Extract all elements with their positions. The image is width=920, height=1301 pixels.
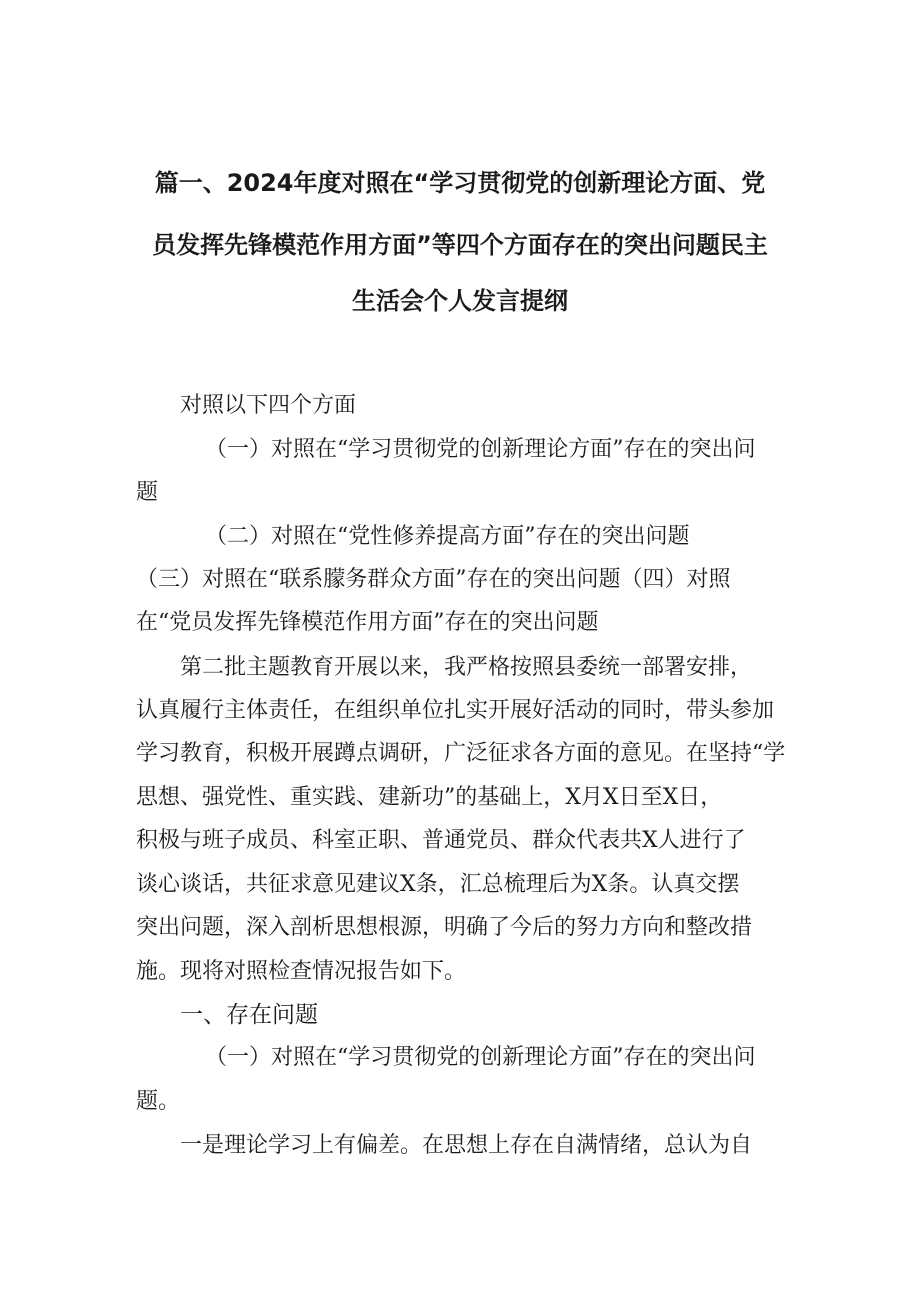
aspect-one-line-1: （一）对照在“学习贯彻党的创新理论方面”存在的突出问 [205, 437, 756, 462]
intro-paragraph-line-3: 学习教育，积极开展蹲点调研，广泛征求各方面的意见。在坚持“学 [136, 741, 786, 766]
intro-paragraph-line-1: 第二批主题教育开展以来，我严格按照县委统一部署安排， [180, 655, 753, 680]
aspect-three-four-line-2: 在“党员发挥先锋模范作用方面”存在的突出问题 [136, 610, 599, 635]
aspect-two-line: （二）对照在“党性修养提高方面”存在的突出问题 [205, 524, 690, 549]
intro-paragraph-line-5: 积极与班子成员、科室正职、普通党员、群众代表共X人进行了 [136, 828, 746, 853]
section-paragraph-line-2: 题。 [136, 1089, 181, 1114]
intro-paragraph-line-4: 思想、强党性、重实践、建新功”的基础上，X月X日至X日， [136, 785, 723, 810]
aspect-three-four-line-1: （三）对照在“联系朦务群众方面”存在的突出问题（四）对照 [136, 567, 731, 592]
intro-line: 对照以下四个方面 [180, 393, 357, 418]
document-title-line-2: 员发挥先锋模范作用方面”等四个方面存在的突出问题民主 [152, 231, 768, 259]
intro-paragraph-line-2: 认真履行主体责任，在组织单位扎实开展好活动的同时，带头参加 [136, 698, 775, 723]
document-title-line-1: 篇一、2024年度对照在“学习贯彻党的创新理论方面、党 [154, 169, 766, 197]
section-paragraph-line-1: （一）对照在“学习贯彻党的创新理论方面”存在的突出问 [205, 1045, 756, 1070]
intro-paragraph-line-7: 突出问题，深入剖析思想根源，明确了今后的努力方向和整改措 [136, 915, 753, 940]
section-heading: 一、存在问题 [180, 1002, 318, 1028]
intro-paragraph-line-6: 谈心谈话，共征求意见建议X条，汇总梳理后为X条。认真交摆 [136, 872, 740, 897]
document-title-line-3: 生活会个人发言提纲 [352, 287, 568, 315]
section-paragraph-line-3: 一是理论学习上有偏差。在思想上存在自满情绪，总认为自 [180, 1133, 753, 1158]
aspect-one-line-2: 题 [136, 480, 159, 505]
intro-paragraph-line-8: 施。现将对照检查情况报告如下。 [136, 959, 467, 984]
